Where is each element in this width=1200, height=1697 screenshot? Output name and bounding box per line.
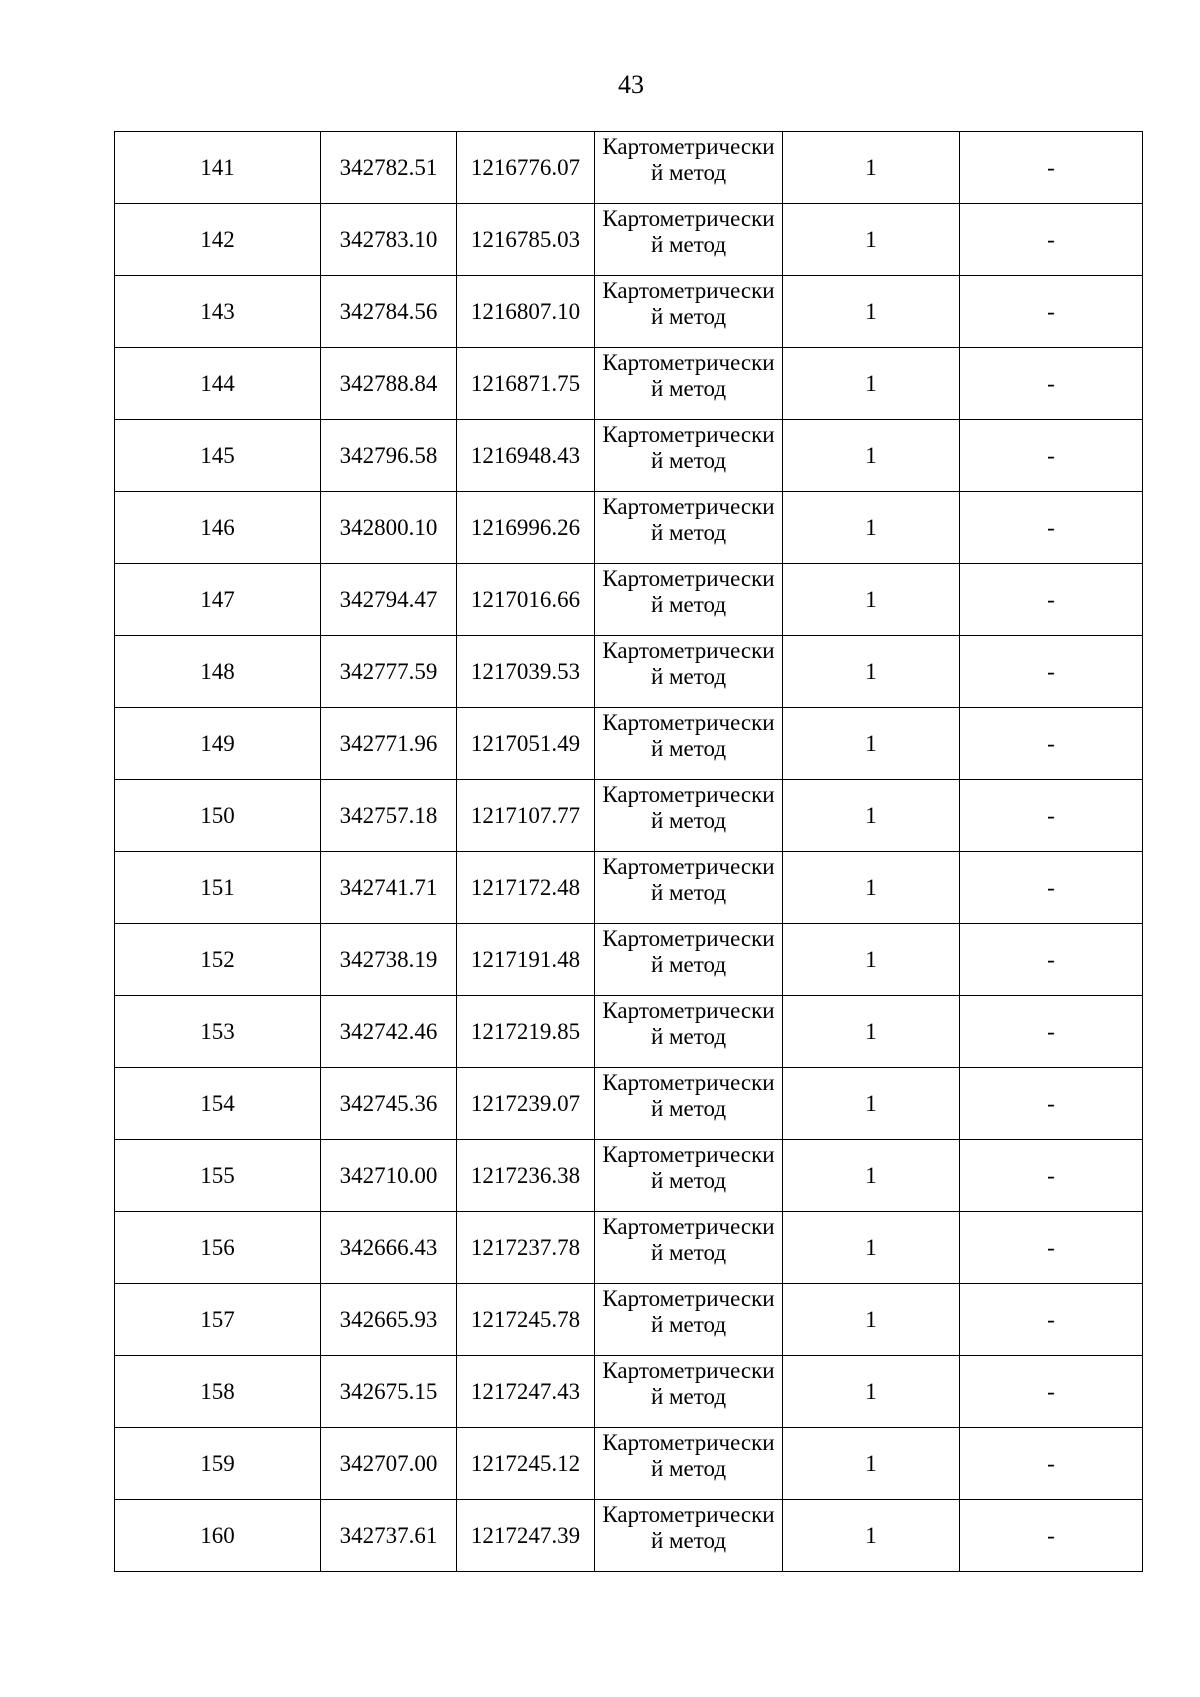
accuracy-cell (783, 492, 960, 564)
method-line-2: й метод (650, 880, 727, 905)
x-coordinate: 342777.59 (339, 658, 438, 684)
y-coordinate-cell (457, 1212, 595, 1284)
x-coordinate-cell (321, 1428, 457, 1500)
point-number: 141 (200, 154, 235, 180)
x-coordinate: 342757.18 (339, 802, 438, 828)
note-value: - (1047, 730, 1055, 756)
point-number: 148 (200, 658, 235, 684)
note-value: - (1047, 874, 1055, 900)
table-row (115, 1428, 1143, 1500)
method-line-2: й метод (650, 1168, 727, 1193)
y-coordinate-cell (457, 564, 595, 636)
y-coordinate: 1217247.43 (470, 1378, 581, 1404)
method-line-2: й метод (650, 1456, 727, 1481)
accuracy-cell (783, 420, 960, 492)
accuracy-cell (783, 1284, 960, 1356)
note-value: - (1047, 226, 1055, 252)
note-cell (960, 996, 1143, 1068)
table-row (115, 420, 1143, 492)
note-value: - (1047, 1450, 1055, 1476)
y-coordinate-cell (457, 996, 595, 1068)
point-number: 151 (200, 874, 235, 900)
note-cell (960, 1428, 1143, 1500)
accuracy-value: 1 (865, 730, 877, 756)
method-line-1: Картометрически (602, 134, 775, 159)
accuracy-cell (783, 1140, 960, 1212)
point-number-cell (115, 420, 321, 492)
method-line-2: й метод (650, 1312, 727, 1337)
note-value: - (1047, 946, 1055, 972)
method-line-1: Картометрически (602, 638, 775, 663)
note-cell (960, 564, 1143, 636)
y-coordinate-cell (457, 132, 595, 204)
point-number-cell (115, 852, 321, 924)
coordinates-table (114, 131, 1143, 1572)
accuracy-cell (783, 924, 960, 996)
point-number: 159 (200, 1450, 235, 1476)
point-number-cell (115, 780, 321, 852)
accuracy-value: 1 (865, 1306, 877, 1332)
x-coordinate: 342771.96 (339, 730, 438, 756)
point-number: 157 (200, 1306, 235, 1332)
method-line-2: й метод (650, 1096, 727, 1121)
accuracy-value: 1 (865, 154, 877, 180)
method-cell (595, 492, 783, 564)
x-coordinate: 342794.47 (339, 586, 438, 612)
method-line-1: Картометрически (602, 1070, 775, 1095)
table-row (115, 1356, 1143, 1428)
note-value: - (1047, 154, 1055, 180)
y-coordinate-cell (457, 1356, 595, 1428)
point-number: 143 (200, 298, 235, 324)
note-value: - (1047, 1234, 1055, 1260)
accuracy-value: 1 (865, 802, 877, 828)
x-coordinate-cell (321, 132, 457, 204)
note-cell (960, 636, 1143, 708)
y-coordinate-cell (457, 780, 595, 852)
note-value: - (1047, 658, 1055, 684)
y-coordinate: 1217051.49 (470, 730, 581, 756)
x-coordinate: 342666.43 (339, 1234, 438, 1260)
method-line-2: й метод (650, 232, 727, 257)
point-number: 153 (200, 1018, 235, 1044)
point-number: 156 (200, 1234, 235, 1260)
method-line-2: й метод (650, 808, 727, 833)
table-row (115, 1212, 1143, 1284)
accuracy-value: 1 (865, 1018, 877, 1044)
method-line-2: й метод (650, 592, 727, 617)
note-cell (960, 708, 1143, 780)
accuracy-cell (783, 1068, 960, 1140)
note-value: - (1047, 1378, 1055, 1404)
y-coordinate: 1217236.38 (470, 1162, 581, 1188)
y-coordinate-cell (457, 492, 595, 564)
method-line-1: Картометрически (602, 782, 775, 807)
point-number: 145 (200, 442, 235, 468)
table-row (115, 1284, 1143, 1356)
x-coordinate: 342782.51 (339, 154, 438, 180)
accuracy-cell (783, 1500, 960, 1572)
note-value: - (1047, 1306, 1055, 1332)
method-line-1: Картометрически (602, 1214, 775, 1239)
method-cell (595, 1212, 783, 1284)
accuracy-value: 1 (865, 298, 877, 324)
y-coordinate-cell (457, 1140, 595, 1212)
x-coordinate: 342675.15 (339, 1378, 438, 1404)
accuracy-value: 1 (865, 442, 877, 468)
method-cell (595, 708, 783, 780)
method-cell (595, 636, 783, 708)
x-coordinate: 342710.00 (339, 1162, 438, 1188)
table-row (115, 996, 1143, 1068)
table-row (115, 708, 1143, 780)
method-cell (595, 1284, 783, 1356)
point-number-cell (115, 204, 321, 276)
x-coordinate-cell (321, 492, 457, 564)
method-line-1: Картометрически (602, 710, 775, 735)
x-coordinate: 342783.10 (339, 226, 438, 252)
point-number: 150 (200, 802, 235, 828)
table-row (115, 348, 1143, 420)
y-coordinate: 1216948.43 (470, 442, 581, 468)
method-line-2: й метод (650, 304, 727, 329)
y-coordinate: 1217107.77 (470, 802, 581, 828)
method-line-2: й метод (650, 1240, 727, 1265)
point-number-cell (115, 924, 321, 996)
note-cell (960, 1500, 1143, 1572)
point-number-cell (115, 1140, 321, 1212)
method-line-1: Картометрически (602, 1358, 775, 1383)
accuracy-cell (783, 852, 960, 924)
method-line-2: й метод (650, 1528, 727, 1553)
point-number-cell (115, 492, 321, 564)
method-cell (595, 1428, 783, 1500)
method-line-2: й метод (650, 448, 727, 473)
method-line-2: й метод (650, 736, 727, 761)
method-cell (595, 420, 783, 492)
point-number-cell (115, 996, 321, 1068)
accuracy-value: 1 (865, 1378, 877, 1404)
x-coordinate: 342742.46 (339, 1018, 438, 1044)
y-coordinate: 1216785.03 (470, 226, 581, 252)
method-cell (595, 564, 783, 636)
y-coordinate: 1216807.10 (470, 298, 581, 324)
y-coordinate: 1216871.75 (470, 370, 581, 396)
method-line-1: Картометрически (602, 206, 775, 231)
table-row (115, 1068, 1143, 1140)
table-row (115, 780, 1143, 852)
x-coordinate-cell (321, 1356, 457, 1428)
note-value: - (1047, 1162, 1055, 1188)
accuracy-value: 1 (865, 370, 877, 396)
note-cell (960, 204, 1143, 276)
x-coordinate-cell (321, 708, 457, 780)
point-number: 146 (200, 514, 235, 540)
x-coordinate-cell (321, 1500, 457, 1572)
point-number-cell (115, 348, 321, 420)
x-coordinate-cell (321, 924, 457, 996)
method-cell (595, 276, 783, 348)
y-coordinate: 1217245.78 (470, 1306, 581, 1332)
point-number: 152 (200, 946, 235, 972)
table-row (115, 1500, 1143, 1572)
note-cell (960, 780, 1143, 852)
accuracy-value: 1 (865, 226, 877, 252)
y-coordinate: 1216776.07 (470, 154, 581, 180)
y-coordinate-cell (457, 924, 595, 996)
method-line-2: й метод (650, 376, 727, 401)
x-coordinate-cell (321, 420, 457, 492)
method-cell (595, 348, 783, 420)
accuracy-cell (783, 564, 960, 636)
method-line-2: й метод (650, 1384, 727, 1409)
note-cell (960, 348, 1143, 420)
note-value: - (1047, 298, 1055, 324)
x-coordinate-cell (321, 204, 457, 276)
table-row (115, 852, 1143, 924)
method-cell (595, 996, 783, 1068)
table-row (115, 636, 1143, 708)
y-coordinate: 1217247.39 (470, 1522, 581, 1548)
accuracy-value: 1 (865, 1234, 877, 1260)
y-coordinate-cell (457, 852, 595, 924)
method-line-2: й метод (650, 952, 727, 977)
accuracy-cell (783, 1212, 960, 1284)
x-coordinate: 342737.61 (339, 1522, 438, 1548)
point-number-cell (115, 708, 321, 780)
y-coordinate-cell (457, 1284, 595, 1356)
x-coordinate: 342738.19 (339, 946, 438, 972)
y-coordinate: 1216996.26 (470, 514, 581, 540)
method-line-1: Картометрически (602, 278, 775, 303)
accuracy-value: 1 (865, 1162, 877, 1188)
accuracy-value: 1 (865, 1522, 877, 1548)
method-line-1: Картометрически (602, 566, 775, 591)
method-line-1: Картометрически (602, 494, 775, 519)
x-coordinate: 342796.58 (339, 442, 438, 468)
accuracy-cell (783, 1428, 960, 1500)
method-line-1: Картометрически (602, 422, 775, 447)
method-cell (595, 780, 783, 852)
x-coordinate-cell (321, 564, 457, 636)
y-coordinate: 1217172.48 (470, 874, 581, 900)
point-number: 154 (200, 1090, 235, 1116)
x-coordinate: 342707.00 (339, 1450, 438, 1476)
x-coordinate: 342665.93 (339, 1306, 438, 1332)
accuracy-cell (783, 348, 960, 420)
accuracy-cell (783, 204, 960, 276)
accuracy-value: 1 (865, 874, 877, 900)
note-value: - (1047, 370, 1055, 396)
note-value: - (1047, 1522, 1055, 1548)
method-cell (595, 852, 783, 924)
method-cell (595, 924, 783, 996)
method-cell (595, 132, 783, 204)
page-number: 43 (618, 70, 644, 99)
y-coordinate-cell (457, 708, 595, 780)
accuracy-value: 1 (865, 1450, 877, 1476)
accuracy-value: 1 (865, 658, 877, 684)
y-coordinate-cell (457, 1428, 595, 1500)
x-coordinate-cell (321, 1068, 457, 1140)
method-line-2: й метод (650, 664, 727, 689)
method-line-1: Картометрически (602, 854, 775, 879)
y-coordinate-cell (457, 636, 595, 708)
note-cell (960, 492, 1143, 564)
y-coordinate: 1217239.07 (470, 1090, 581, 1116)
method-cell (595, 1140, 783, 1212)
method-line-2: й метод (650, 160, 727, 185)
point-number-cell (115, 276, 321, 348)
method-line-2: й метод (650, 520, 727, 545)
x-coordinate-cell (321, 1284, 457, 1356)
note-value: - (1047, 1090, 1055, 1116)
x-coordinate: 342788.84 (339, 370, 438, 396)
note-cell (960, 1284, 1143, 1356)
note-value: - (1047, 586, 1055, 612)
x-coordinate-cell (321, 348, 457, 420)
point-number-cell (115, 564, 321, 636)
note-cell (960, 1212, 1143, 1284)
note-value: - (1047, 442, 1055, 468)
method-cell (595, 1068, 783, 1140)
point-number-cell (115, 1428, 321, 1500)
method-line-1: Картометрически (602, 1502, 775, 1527)
accuracy-value: 1 (865, 946, 877, 972)
y-coordinate: 1217191.48 (470, 946, 581, 972)
method-cell (595, 1356, 783, 1428)
note-cell (960, 132, 1143, 204)
point-number: 149 (200, 730, 235, 756)
x-coordinate: 342745.36 (339, 1090, 438, 1116)
point-number-cell (115, 1212, 321, 1284)
y-coordinate: 1217039.53 (470, 658, 581, 684)
table-row (115, 924, 1143, 996)
point-number-cell (115, 1284, 321, 1356)
accuracy-cell (783, 276, 960, 348)
y-coordinate: 1217219.85 (470, 1018, 581, 1044)
point-number-cell (115, 1356, 321, 1428)
y-coordinate-cell (457, 348, 595, 420)
x-coordinate-cell (321, 852, 457, 924)
x-coordinate-cell (321, 780, 457, 852)
note-cell (960, 420, 1143, 492)
accuracy-cell (783, 1356, 960, 1428)
y-coordinate: 1217237.78 (470, 1234, 581, 1260)
note-cell (960, 924, 1143, 996)
x-coordinate: 342800.10 (339, 514, 438, 540)
y-coordinate: 1217016.66 (470, 586, 581, 612)
point-number: 142 (200, 226, 235, 252)
method-line-1: Картометрически (602, 1286, 775, 1311)
method-line-1: Картометрически (602, 998, 775, 1023)
note-value: - (1047, 802, 1055, 828)
accuracy-cell (783, 132, 960, 204)
note-cell (960, 1140, 1143, 1212)
accuracy-value: 1 (865, 586, 877, 612)
y-coordinate-cell (457, 276, 595, 348)
table-row (115, 204, 1143, 276)
y-coordinate-cell (457, 1500, 595, 1572)
point-number-cell (115, 636, 321, 708)
note-value: - (1047, 514, 1055, 540)
note-cell (960, 1068, 1143, 1140)
accuracy-value: 1 (865, 514, 877, 540)
y-coordinate-cell (457, 204, 595, 276)
point-number: 158 (200, 1378, 235, 1404)
table-row (115, 492, 1143, 564)
x-coordinate-cell (321, 1212, 457, 1284)
point-number-cell (115, 1068, 321, 1140)
x-coordinate-cell (321, 996, 457, 1068)
method-line-1: Картометрически (602, 926, 775, 951)
point-number: 144 (200, 370, 235, 396)
method-line-1: Картометрически (602, 1430, 775, 1455)
accuracy-cell (783, 708, 960, 780)
method-cell (595, 1500, 783, 1572)
y-coordinate: 1217245.12 (470, 1450, 581, 1476)
accuracy-cell (783, 636, 960, 708)
point-number: 147 (200, 586, 235, 612)
table-row (115, 564, 1143, 636)
accuracy-cell (783, 780, 960, 852)
table-row (115, 132, 1143, 204)
note-cell (960, 1356, 1143, 1428)
x-coordinate-cell (321, 636, 457, 708)
point-number: 160 (200, 1522, 235, 1548)
y-coordinate-cell (457, 1068, 595, 1140)
accuracy-cell (783, 996, 960, 1068)
note-cell (960, 852, 1143, 924)
x-coordinate-cell (321, 1140, 457, 1212)
table-row (115, 1140, 1143, 1212)
x-coordinate: 342741.71 (339, 874, 438, 900)
accuracy-value: 1 (865, 1090, 877, 1116)
point-number-cell (115, 1500, 321, 1572)
method-line-2: й метод (650, 1024, 727, 1049)
method-line-1: Картометрически (602, 350, 775, 375)
y-coordinate-cell (457, 420, 595, 492)
note-value: - (1047, 1018, 1055, 1044)
note-cell (960, 276, 1143, 348)
x-coordinate-cell (321, 276, 457, 348)
coordinates-table-body (115, 132, 1143, 1572)
x-coordinate: 342784.56 (339, 298, 438, 324)
point-number-cell (115, 132, 321, 204)
method-cell (595, 204, 783, 276)
method-line-1: Картометрически (602, 1142, 775, 1167)
table-row (115, 276, 1143, 348)
point-number: 155 (200, 1162, 235, 1188)
